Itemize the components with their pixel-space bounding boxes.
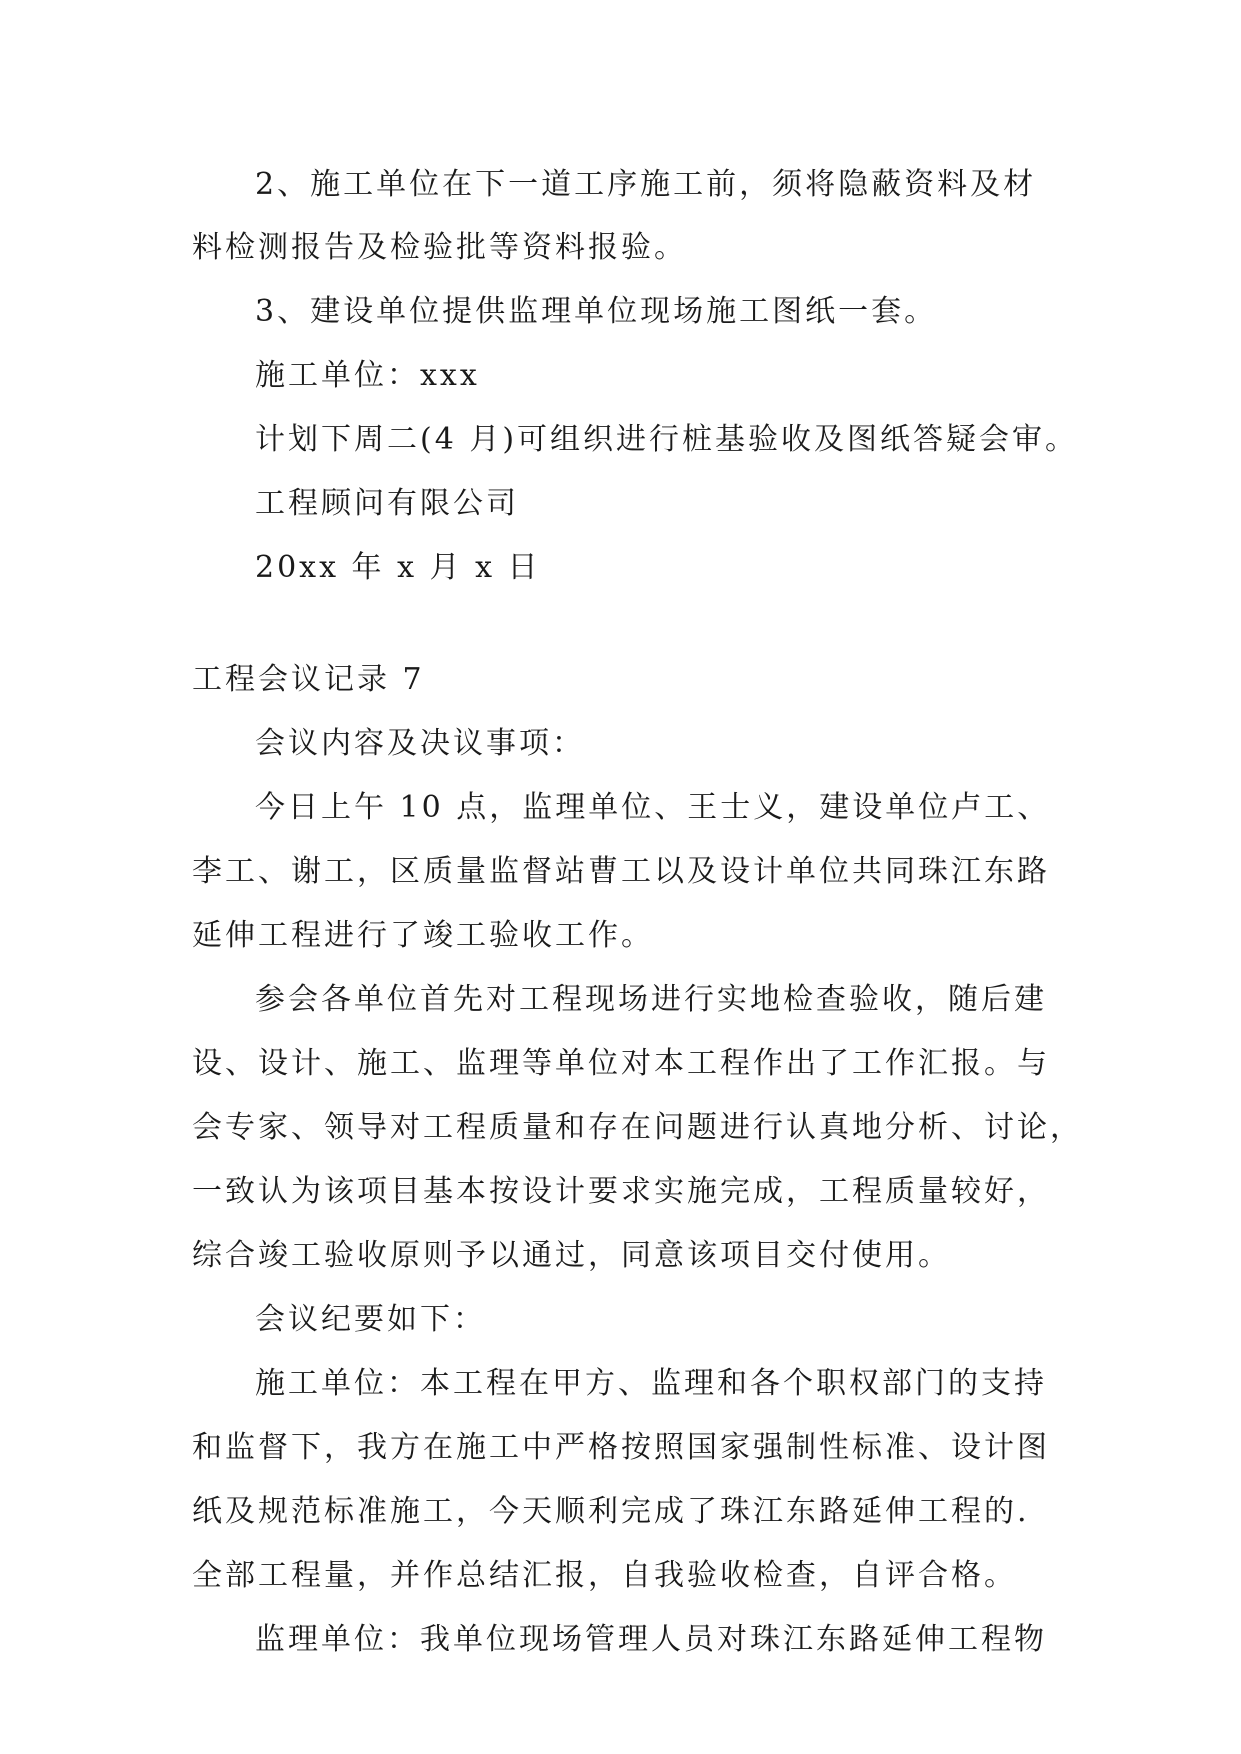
item-2-line-2: 料检测报告及检验批等资料报验。 (192, 230, 687, 265)
paragraph-1-line-3: 延伸工程进行了竣工验收工作。 (192, 918, 654, 953)
paragraph-1-line-2: 李工、谢工，区质量监督站曹工以及设计单位共同珠江东路 (192, 854, 1050, 889)
item-3: 3、建设单位提供监理单位现场施工图纸一套。 (255, 294, 938, 329)
paragraph-3-line-4: 全部工程量，并作总结汇报，自我验收检查，自评合格。 (192, 1558, 1017, 1593)
paragraph-2-line-1: 参会各单位首先对工程现场进行实地检查验收，随后建 (255, 982, 1047, 1017)
paragraph-1-line-1: 今日上午 10 点，监理单位、王士义，建设单位卢工、 (255, 790, 1051, 825)
paragraph-2-line-5: 综合竣工验收原则予以通过，同意该项目交付使用。 (192, 1238, 951, 1273)
paragraph-3-line-2: 和监督下，我方在施工中严格按照国家强制性标准、设计图 (192, 1430, 1050, 1465)
paragraph-2-line-4: 一致认为该项目基本按设计要求实施完成，工程质量较好， (192, 1174, 1050, 1209)
company-line: 工程顾问有限公司 (255, 486, 519, 521)
section-title: 工程会议记录 7 (192, 662, 425, 697)
item-2-line-1: 2、施工单位在下一道工序施工前，须将隐蔽资料及材 (255, 167, 1037, 202)
paragraph-3-line-3: 纸及规范标准施工，今天顺利完成了珠江东路延伸工程的. (192, 1494, 1030, 1529)
paragraph-3-line-1: 施工单位：本工程在甲方、监理和各个职权部门的支持 (255, 1366, 1047, 1401)
paragraph-2-line-2: 设、设计、施工、监理等单位对本工程作出了工作汇报。与 (192, 1046, 1050, 1081)
paragraph-2-line-3: 会专家、领导对工程质量和存在问题进行认真地分析、讨论， (192, 1110, 1083, 1145)
minutes-label: 会议纪要如下： (255, 1302, 486, 1337)
builder-line: 施工单位：xxx (255, 358, 480, 393)
intro-label: 会议内容及决议事项： (255, 726, 585, 761)
plan-line: 计划下周二(4 月)可组织进行桩基验收及图纸答疑会审。 (255, 422, 1079, 457)
date-line: 20xx 年 x 月 x 日 (255, 550, 541, 585)
paragraph-4-line-1: 监理单位：我单位现场管理人员对珠江东路延伸工程物 (255, 1622, 1047, 1657)
